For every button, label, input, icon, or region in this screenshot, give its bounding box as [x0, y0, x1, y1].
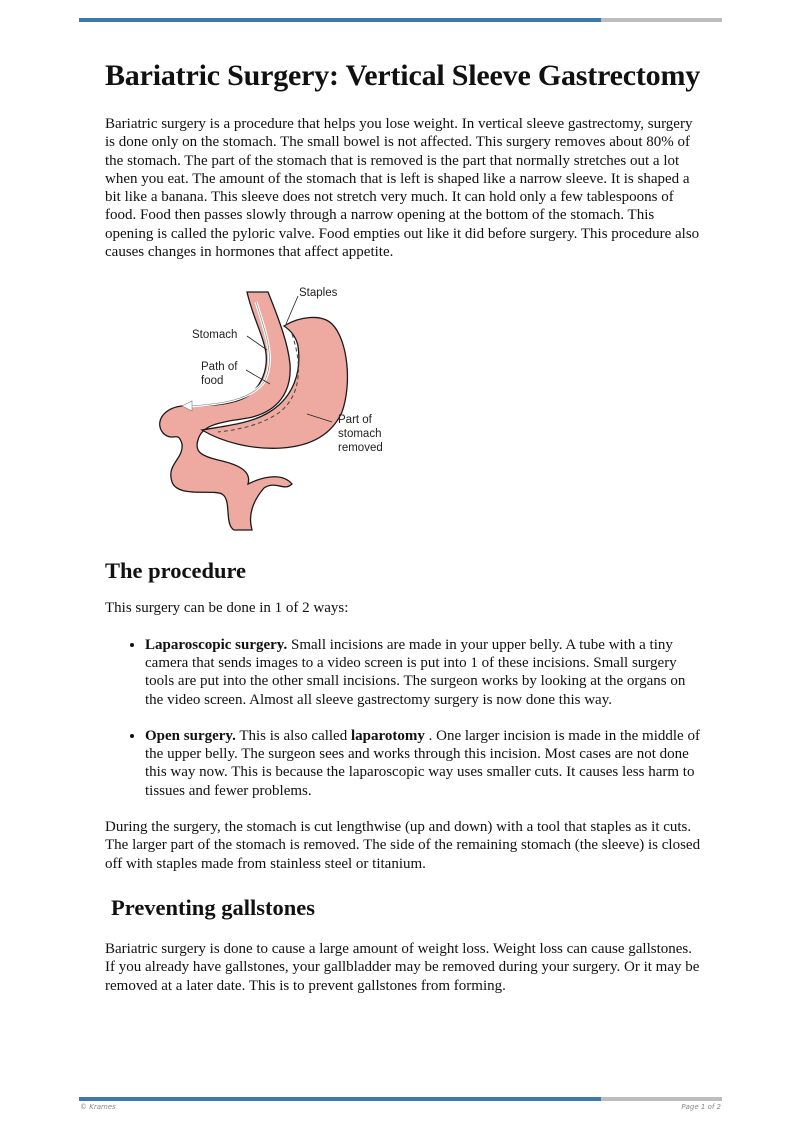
label-removed-line2: stomach [338, 428, 382, 441]
term-laparotomy: laparotomy [350, 727, 425, 744]
footer-copyright: © Krames [80, 1103, 116, 1111]
top-progress-bar [79, 18, 722, 22]
list-item-text: This is also called [235, 727, 351, 744]
gallstones-paragraph: Bariatric surgery is done to cause a large amount of weight loss. Weight loss can cause gallstones. If you already have gallstones, your gallbladder may be removed during your surgery. Or it may be removed at a later date. This is to prevent gallstones from forming. [105, 940, 700, 994]
label-removed-line1: Part of [338, 414, 372, 427]
page-title: Bariatric Surgery: Vertical Sleeve Gastrectomy [105, 59, 701, 92]
list-item-text: Small incisions are made in your upper belly. A tube with a tiny camera that sends images to a video screen is put into 1 of these incisions. Small surgery tools are put into the other small incisions. The surgeon works by looking at the organs on the video screen. Almost all sleeve gastrectomy surgery is now done this way. [145, 636, 686, 708]
label-path-line1: Path of [201, 361, 238, 374]
section-heading-procedure: The procedure [105, 558, 247, 584]
section-heading-gallstones: Preventing gallstones [111, 894, 315, 920]
footer-page-number: Page 1 of 2 [681, 1103, 721, 1111]
label-stomach: Stomach [192, 329, 238, 342]
intro-paragraph: Bariatric surgery is a procedure that helps you lose weight. In vertical sleeve gastrectomy, surgery is done only on the stomach. The small bowel is not affected. This surgery removes about 80% of the stomach. The part of the stomach that is removed is the part that normally stretches out a lot when you eat. The amount of the stomach that is left is shaped like a narrow sleeve. It is shaped a bit like a banana. This sleeve does not stretch very much. It can hold only a few tablespoons of food. Food then passes slowly through a narrow opening at the bottom of the stomach. This opening is called the pyloric valve. Food empties out like it did before surgery. This procedure also causes changes in hormones that affect appetite. [105, 116, 700, 261]
top-progress-fill [79, 18, 601, 22]
label-path-of-food [201, 360, 237, 388]
bottom-progress-bar [79, 1097, 722, 1101]
label-staples: Staples [299, 287, 338, 300]
label-path-line2: food [201, 375, 224, 388]
sleeve-gastrectomy-illustration [152, 284, 412, 534]
list-item-laparoscopic [145, 636, 705, 709]
procedure-details-paragraph: During the surgery, the stomach is cut lengthwise (up and down) with a tool that staples as it cuts. The larger part of the stomach is removed. The side of the remaining stomach (the sleeve) is closed off with staples made from stainless steel or titanium. [105, 819, 701, 872]
stomach-diagram-icon [152, 284, 412, 534]
label-removed-line3: removed [338, 442, 383, 455]
list-item-open [145, 727, 705, 800]
list-item-text: . One larger incision is made in the middle of the upper belly. The surgeon sees and works through this incision. Most cases are not done this way now. This is because the laparoscopic way uses smaller cuts. It causes less harm to tissues and fewer problems. [145, 727, 700, 799]
label-part-removed [338, 413, 383, 455]
bottom-progress-fill [79, 1097, 601, 1101]
list-item-term: Open surgery. [145, 727, 236, 744]
document-body [105, 58, 705, 995]
procedure-list [105, 636, 705, 800]
procedure-lead: This surgery can be done in 1 of 2 ways: [105, 600, 349, 617]
list-item-term: Laparoscopic surgery. [145, 636, 288, 653]
